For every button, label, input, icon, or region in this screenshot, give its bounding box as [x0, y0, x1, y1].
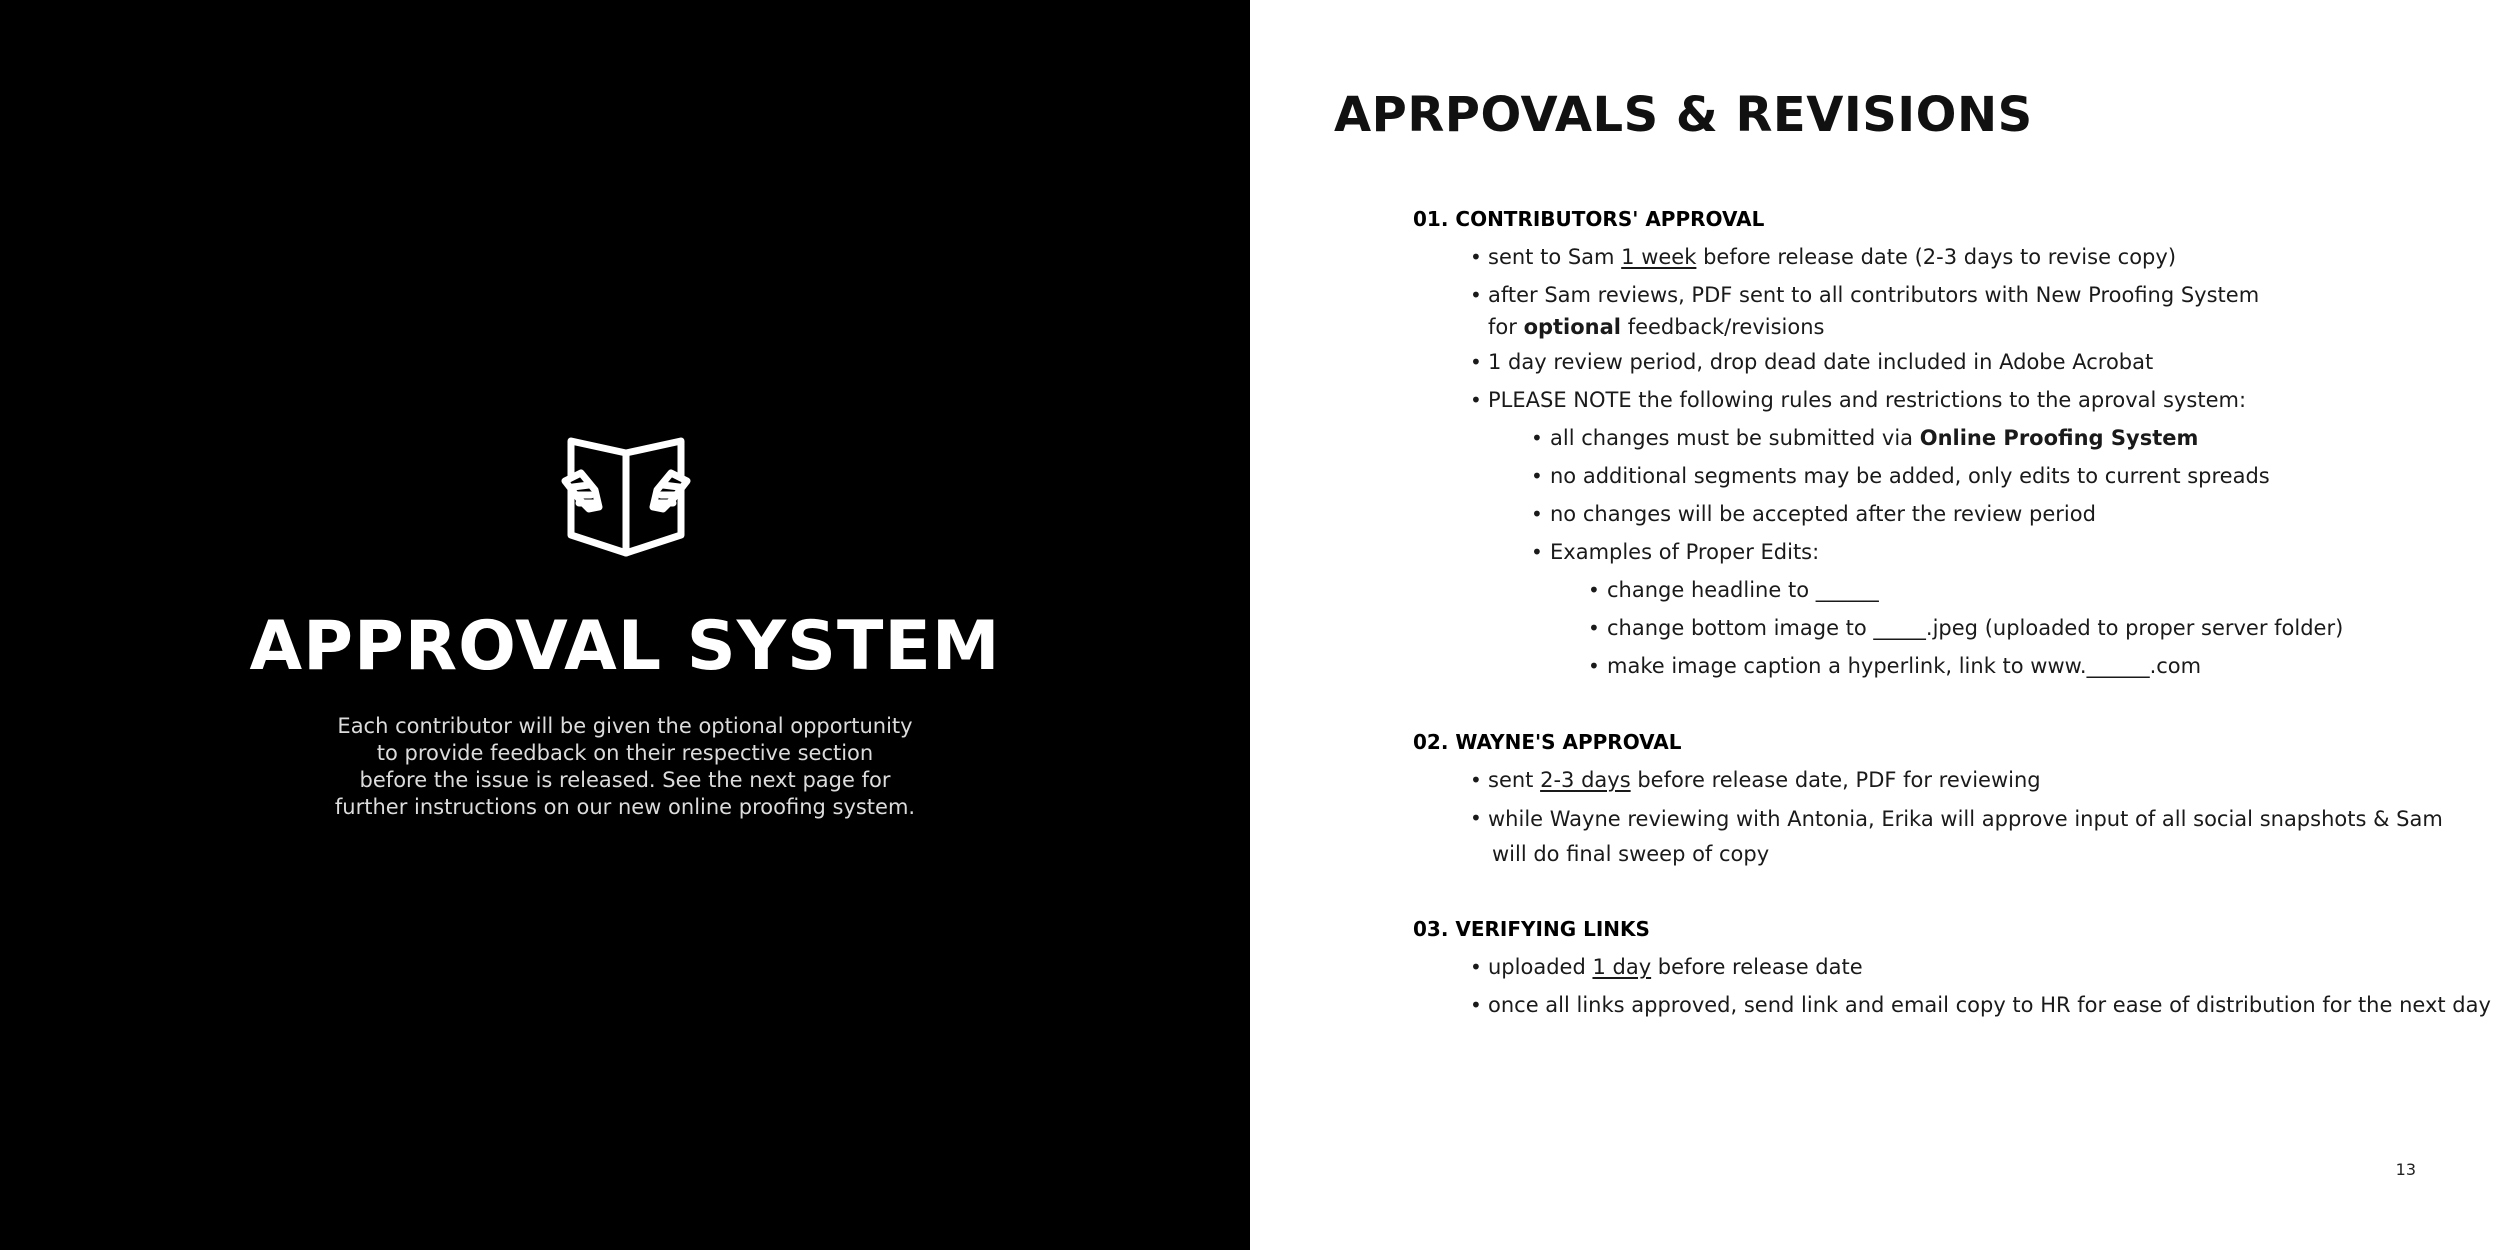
- bullet-icon: •: [1470, 993, 1482, 1017]
- item-text: for: [1488, 315, 1524, 339]
- item-line: [1488, 311, 2473, 343]
- item-underlined-text: 1 week: [1621, 245, 1697, 269]
- open-book-hands-icon: [555, 435, 697, 559]
- bullet-icon: •: [1470, 245, 1482, 269]
- list-item: [1413, 799, 2473, 872]
- list-item: [1413, 761, 2473, 799]
- bullet-icon: •: [1588, 654, 1600, 678]
- item-text: all changes must be submitted via: [1550, 426, 1920, 450]
- list-item: [1413, 948, 2473, 986]
- item-text: feedback/revisions: [1621, 315, 1825, 339]
- spacer: [1413, 872, 2473, 910]
- item-text: before release date: [1651, 955, 1863, 979]
- list-item: [1413, 533, 2473, 571]
- spacer: [1413, 685, 2473, 723]
- right-panel: [1250, 0, 2500, 1250]
- description-line: further instructions on our new online proofing system.: [334, 795, 916, 819]
- list-item: [1413, 276, 2473, 343]
- list-item: [1413, 986, 2491, 1024]
- list-item: [1413, 419, 2473, 457]
- item-text: no changes will be accepted after the review period: [1550, 502, 2096, 526]
- bullet-icon: •: [1470, 350, 1482, 374]
- item-text: sent to Sam: [1488, 245, 1622, 269]
- list-item: [1413, 381, 2473, 419]
- item-text: no additional segments may be added, only edits to current spreads: [1550, 464, 2270, 488]
- item-text: PLEASE NOTE the following rules and restrictions to the aproval system:: [1488, 388, 2247, 412]
- description-line: Each contributor will be given the optional opportunity: [337, 714, 913, 738]
- section-heading: 02. WAYNE'S APPROVAL: [1413, 730, 1682, 754]
- list-item: [1413, 343, 2473, 381]
- list-item: [1413, 238, 2473, 276]
- item-text: sent: [1488, 768, 1541, 792]
- section-heading: 03. VERIFYING LINKS: [1413, 917, 1650, 941]
- bullet-icon: •: [1470, 388, 1482, 412]
- list-item: [1413, 457, 2473, 495]
- bullet-icon: •: [1470, 283, 1482, 307]
- bullet-icon: •: [1531, 464, 1543, 488]
- description-line: before the issue is released. See the next page for: [359, 768, 891, 792]
- list-item: [1413, 609, 2473, 647]
- description: [300, 713, 950, 821]
- bullet-icon: •: [1588, 616, 1600, 640]
- item-text: while Wayne reviewing with Antonia, Erika will approve input of all social snapshots & Sam: [1488, 807, 2443, 831]
- item-text: make image caption a hyperlink, link to www.______.com: [1607, 654, 2202, 678]
- bullet-icon: •: [1470, 768, 1482, 792]
- item-bold-text: optional: [1523, 315, 1622, 339]
- item-text: before release date, PDF for reviewing: [1630, 768, 2041, 792]
- bullet-icon: •: [1470, 955, 1482, 979]
- item-text: change headline to ______: [1607, 578, 1879, 602]
- bullet-icon: •: [1531, 502, 1543, 526]
- item-text: uploaded: [1488, 955, 1593, 979]
- item-text: Examples of Proper Edits:: [1550, 540, 1820, 564]
- item-text: change bottom image to _____.jpeg (uploaded to proper server folder): [1607, 616, 2344, 640]
- item-text: before release date (2-3 days to revise copy): [1696, 245, 2177, 269]
- page-number: 13: [2395, 1160, 2416, 1179]
- item-text: will do final sweep of copy: [1492, 842, 1770, 866]
- list-item: [1413, 571, 2473, 609]
- item-text: once all links approved, send link and email copy to HR for ease of distribution for the next day: [1488, 993, 2491, 1017]
- item-bold-text: Online Proofing System: [1919, 426, 2199, 450]
- bullet-icon: •: [1588, 578, 1600, 602]
- bullet-icon: •: [1531, 426, 1543, 450]
- content: [1413, 200, 2491, 1024]
- bullet-icon: •: [1470, 806, 1482, 830]
- page-title: APPROVAL SYSTEM: [249, 607, 1001, 686]
- bullet-icon: •: [1531, 540, 1543, 564]
- list-item: [1413, 495, 2473, 533]
- item-text: after Sam reviews, PDF sent to all contributors with New Proofing System: [1488, 283, 2260, 307]
- item-underlined-text: 2-3 days: [1540, 768, 1631, 792]
- section-title: APRPOVALS & REVISIONS: [1334, 87, 2033, 143]
- description-line: to provide feedback on their respective section: [376, 741, 874, 765]
- section-heading: 01. CONTRIBUTORS' APPROVAL: [1413, 207, 1765, 231]
- item-text: 1 day review period, drop dead date included in Adobe Acrobat: [1488, 350, 2154, 374]
- item-underlined-text: 1 day: [1592, 955, 1652, 979]
- list-item: [1413, 647, 2473, 685]
